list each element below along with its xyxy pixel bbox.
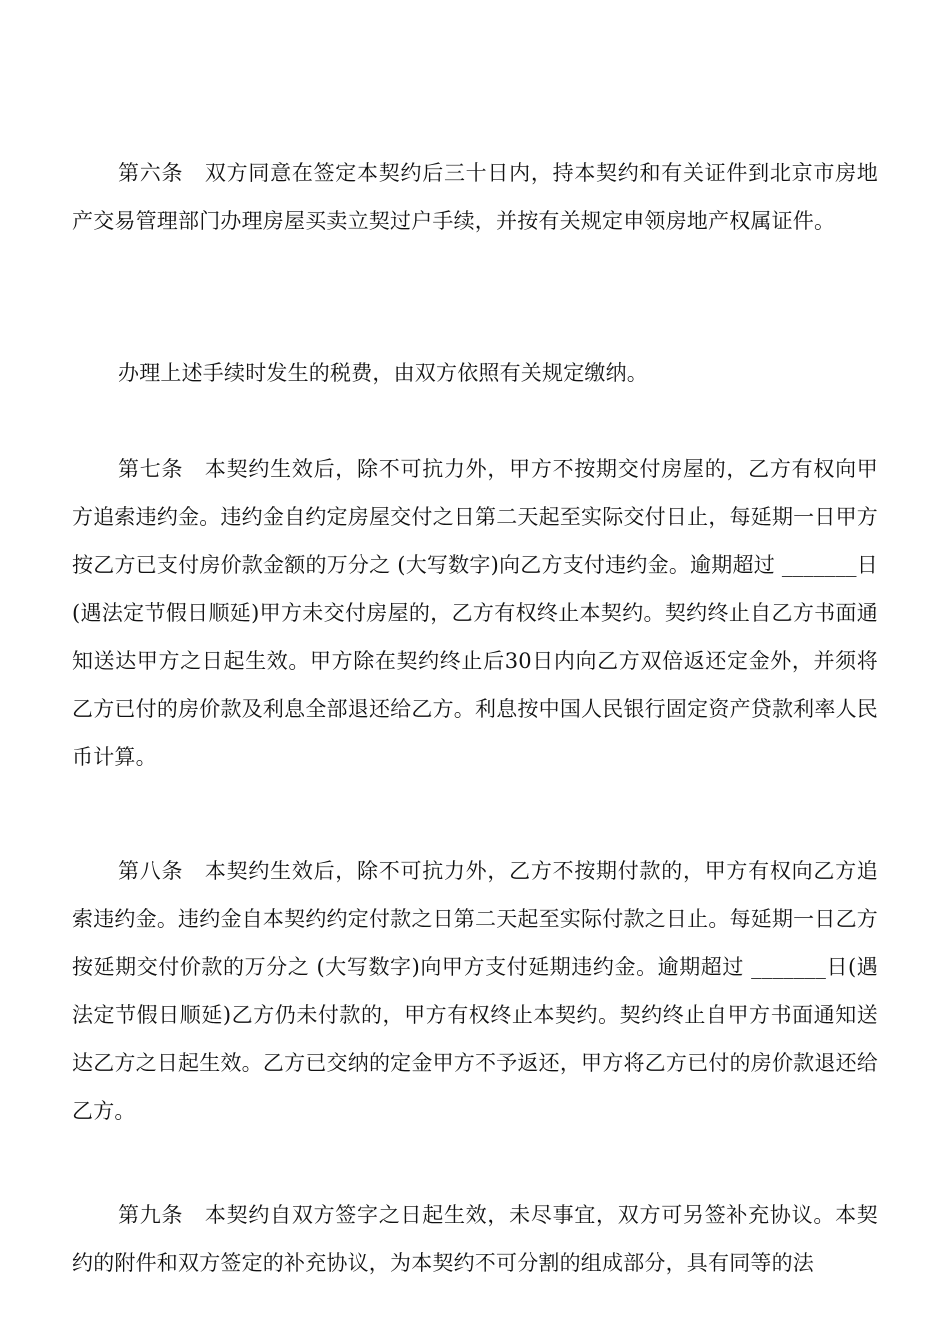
article-8-paragraph: 第八条 本契约生效后，除不可抗力外，乙方不按期付款的，甲方有权向乙方追索违约金。违约金自本契约约定付款之日第二天起至实际付款之日止。每延期一日乙方按延期交付价款的万分之 (大写数字)向甲方支付延期违约金。逾期超过 _______日(遇法定节假日顺延)乙方仍未付款的，甲方有权终止本契约。契约终止自甲方书面通知送达乙方之日起生效。乙方已交纳的定金甲方不予返还，甲方将乙方已付的房价款退还给乙方。 xyxy=(72,859,878,1123)
tax-fee-paragraph: 办理上述手续时发生的税费，由双方依照有关规定缴纳。 xyxy=(118,361,648,385)
article-7-paragraph: 第七条 本契约生效后，除不可抗力外，甲方不按期交付房屋的，乙方有权向甲方追索违约金。违约金自约定房屋交付之日第二天起至实际交付日止，每延期一日甲方按乙方已支付房价款金额的万分之 (大写数字)向乙方支付违约金。逾期超过 _______日(遇法定节假日顺延)甲方未交付房屋的，乙方有权终止本契约。契约终止自乙方书面通知送达甲方之日起生效。甲方除在契约终止后30日内向乙方双倍返还定金外，并须将乙方已付的房价款及利息全部退还给乙方。利息按中国人民银行固定资产贷款利率人民币计算。 xyxy=(72,457,878,769)
article-9-paragraph: 第九条 本契约自双方签字之日起生效，未尽事宜，双方可另签补充协议。本契约的附件和双方签定的补充协议，为本契约不可分割的组成部分，具有同等的法 xyxy=(72,1203,878,1275)
article-6-paragraph: 第六条 双方同意在签定本契约后三十日内，持本契约和有关证件到北京市房地产交易管理部门办理房屋买卖立契过户手续，并按有关规定申领房地产权属证件。 xyxy=(72,161,878,233)
